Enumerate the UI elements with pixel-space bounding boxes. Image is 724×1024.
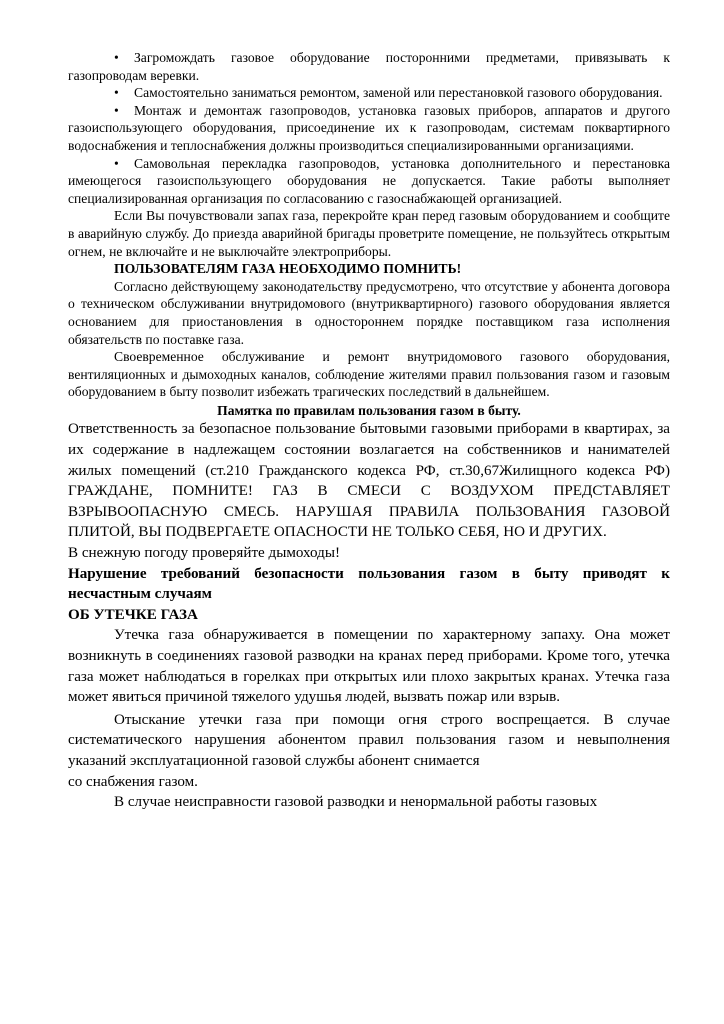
bullet-icon: •: [114, 102, 119, 118]
paragraph-contract: Согласно действующему законодательству предусмотрено, что отсутствие у абонента договора о техническом обслуживании внутридомового (внутриквартирного) газового оборудования является основанием для приостановления в одностороннем порядке поставщиком газа исполнения обязательств по поставке газа.: [68, 278, 670, 347]
bullet-item-relocation: [68, 155, 670, 208]
paragraph-maintenance: Своевременное обслуживание и ремонт внутридомового газового оборудования, вентиляционных и дымоходных каналов, соблюдение жителями правил пользования газом и газовым оборудованием в быту позволит избежать трагических последствий в дальнейшем.: [68, 349, 670, 400]
paragraph-fire-prohibition: Отыскание утечки газа при помощи огня строго воспрещается. В случае систематического нарушения абонентом правил пользования газом и невыполнения указаний эксплуатационной газовой службы абонент снимается: [68, 711, 670, 769]
paragraph-leak-detection: Утечка газа обнаруживается в помещении по характерному запаху. Она может возникнуть в соединениях газовой разводки на кранах перед приборами. Кроме того, утечка газа может наблюдаться в горелках при открытых или плохо закрытых кранах. Утечка газа может явиться причиной тяжелого удушья людей, вызвать пожар или взрыв.: [68, 627, 670, 706]
heading-safety-violation: Нарушение требований безопасности пользования газом в быту приводят к несчастным случаям: [68, 565, 670, 603]
bullet-icon: •: [114, 155, 119, 171]
bullet-text: Загромождать газовое оборудование посторонними предметами, привязывать к газопроводам веревки.: [68, 50, 670, 83]
bullet-icon: •: [114, 85, 119, 101]
bullet-item-self-repair: [68, 84, 670, 102]
paragraph-snow-weather: В снежную погоду проверяйте дымоходы!: [68, 545, 340, 562]
bullet-icon: •: [114, 50, 119, 65]
bullet-item-installation: [68, 102, 670, 155]
bullet-text: Самостоятельно заниматься ремонтом, заменой или перестановкой газового оборудования.: [134, 85, 663, 101]
paragraph-fire-prohibition-end: со снабжения газом.: [68, 773, 198, 790]
heading-users-remember: ПОЛЬЗОВАТЕЛЯМ ГАЗА НЕОБХОДИМО ПОМНИТЬ!: [114, 261, 462, 277]
bullet-text: Монтаж и демонтаж газопроводов, установка газовых приборов, аппаратов и другого газоиспользующего оборудования, присоединение их к газопроводам, системам поквартирного водоснабжения и теплоснабжения должны производиться специализированными организациями.: [68, 102, 670, 153]
bullet-item-clutter: [68, 49, 670, 84]
paragraph-gas-smell: Если Вы почувствовали запах газа, перекройте кран перед газовым оборудованием и сообщите в аварийную службу. До приезда аварийной бригады проветрите помещение, не пользуйтесь открытым огнем, не включайте и не выключайте электроприборы.: [68, 208, 670, 259]
memo-title: Памятка по правилам пользования газом в быту.: [217, 402, 521, 418]
paragraph-fault: В случае неисправности газовой разводки и ненормальной работы газовых: [114, 794, 598, 811]
paragraph-responsibility: Ответственность за безопасное пользование бытовыми газовыми приборами в квартирах, за их содержание в надлежащем состоянии возлагается на собственников и нанимателей жилых помещений (ст.210 Гражданского кодекса РФ, ст.30,67Жилищного кодекса РФ) ГРАЖДАНЕ, ПОМНИТЕ! ГАЗ В СМЕСИ С ВОЗДУХОМ ПРЕДСТАВЛЯЕТ ВЗРЫВООПАСНУЮ СМЕСЬ. НАРУШАЯ ПРАВИЛА ПОЛЬЗОВАНИЯ ГАЗОВОЙ ПЛИТОЙ, ВЫ ПОДВЕРГАЕТЕ ОПАСНОСТИ НЕ ТОЛЬКО СЕБЯ, НО И ДРУГИХ.: [68, 421, 670, 541]
bullet-text: Самовольная перекладка газопроводов, установка дополнительного и перестановка имеющегося газоиспользующего оборудования не допускается. Такие работы выполняет специализированная организация по согласованию с газоснабжающей организацией.: [68, 155, 670, 206]
heading-gas-leak: ОБ УТЕЧКЕ ГАЗА: [68, 606, 198, 623]
